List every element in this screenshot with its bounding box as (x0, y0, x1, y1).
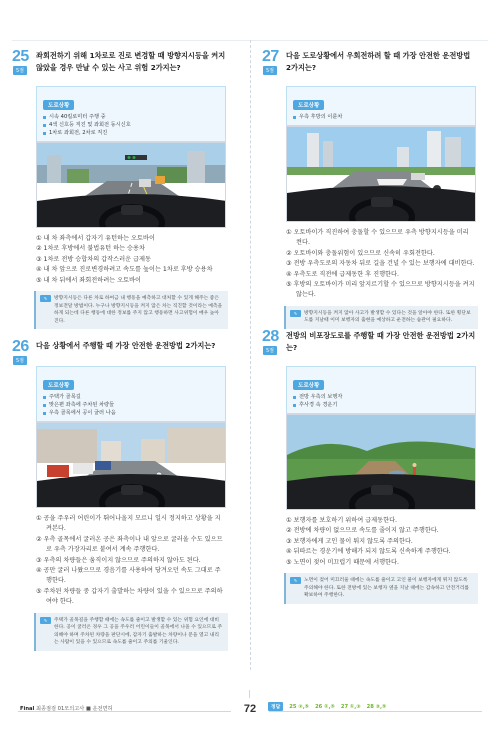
answer-option[interactable]: ⑤ 후방의 오토바이가 미리 앞지르기할 수 있으므로 방향지시등을 켜지 않는다. (286, 281, 475, 299)
situation-item: 우측 골목에서 공이 굴러 나옴 (43, 409, 219, 417)
situation-box (286, 86, 476, 126)
question-title: 다음 도로상황에서 우회전하려 할 때 가장 안전한 운전방법 2가지는? (286, 51, 471, 72)
answer-option[interactable]: ② 1차로 후방에서 불법유턴 하는 승용차 (36, 245, 145, 253)
scene-image (36, 142, 226, 228)
question-header (262, 48, 474, 86)
score-tag: 5점 (13, 356, 27, 365)
situation-item: 우측 후방의 이륜차 (293, 113, 469, 121)
question-number: 27 (262, 48, 279, 65)
explanation-icon: ✎ (40, 617, 51, 624)
explanation-icon: ✎ (40, 295, 51, 302)
page-number-tick (249, 690, 250, 698)
situation-label: 도로상황 (43, 380, 74, 390)
road-scene-illustration (37, 143, 226, 228)
road-scene-illustration (287, 127, 476, 222)
explanation-box (284, 573, 478, 604)
column-divider (250, 40, 251, 670)
answer-option[interactable]: ① 오토바이가 직진하여 충돌할 수 있으므로 우측 방향지시등을 미리 켠다. (286, 229, 469, 247)
explanation-icon: ✎ (290, 310, 301, 317)
answer-option[interactable]: ③ 전방 우측도로의 자동차 뒤로 길을 건널 수 있는 보행자에 대비한다. (286, 260, 475, 268)
question-27 (262, 48, 475, 329)
situation-box (36, 86, 226, 142)
scene-image (286, 126, 476, 222)
answer-option[interactable]: ④ 우측도로 직전에 급제동한 후 진행한다. (286, 270, 399, 278)
question-25 (12, 48, 226, 329)
answer-option[interactable]: ③ 보행자에게 고인 물이 튀지 않도록 주의한다. (286, 537, 413, 545)
explanation-text: 방향지시등을 켜지 않아 사고가 발생할 수 있다는 것을 알아야 한다. 또한 횡단보도를 지날때 이미 보행자의 출현을 예상하고 운전하는 습관이 필요하다. (304, 310, 471, 324)
question-header (12, 48, 226, 86)
question-28 (262, 328, 476, 604)
explanation-text: 방향지시등은 다른 차로 하여금 내 행동을 예측하고 대처할 수 있게 해주는 좋은 정보전달 방법이다. 누구나 방향지시등을 켜지 않은 차는 직진할 것이라는 예측을 하게 되는데 다른 행동에 대한 정보를 주지 않고 행동하면 사고위험이 매우 높아진다. (54, 296, 223, 324)
answer-options (286, 516, 476, 568)
score-tag: 5점 (263, 66, 277, 75)
answer-option[interactable]: ⑤ 주차된 차량들 중 갑자기 출발하는 차량이 있을 수 있으므로 주의하여야 한다. (36, 587, 223, 606)
page-number: 72 (231, 698, 269, 720)
footer-bullet-icon: ■ (85, 706, 91, 712)
question-header (12, 338, 224, 366)
situation-box (286, 366, 476, 414)
answer-option[interactable]: ① 보행자를 보호하기 위하여 급제동한다. (286, 517, 398, 524)
question-title: 다음 상황에서 주행할 때 가장 안전한 운전방법 2가지는? (36, 341, 216, 350)
page-footer (0, 690, 500, 740)
answer-option[interactable]: ⑤ 내 차 뒤에서 좌회전하려는 오토바이 (36, 276, 142, 284)
answer-option[interactable]: ① 내 차 좌측에서 갑자기 유턴하는 오토바이 (36, 235, 155, 242)
explanation-icon: ✎ (290, 577, 301, 584)
road-scene-illustration (37, 423, 226, 508)
question-title: 전방의 비포장도로를 주행할 때 가장 안전한 운전방법 2가지는? (286, 331, 476, 352)
explanation-box (34, 613, 228, 651)
answer-option[interactable]: ② 우측 골목에서 굴러온 공은 좌측이나 내 앞으로 굴러올 수도 있으므로 우측 가장자리로 붙여서 계속 주행한다. (36, 535, 223, 554)
answer-key-item: 28 ③,⑤ (366, 703, 387, 710)
situation-label: 도로상황 (293, 100, 324, 110)
footer-text: 최종점검 01모의고사 (35, 706, 85, 712)
answer-option[interactable]: ② 오토바이와 충돌위험이 있으므로 신속히 우회전한다. (286, 249, 435, 257)
question-26 (12, 338, 224, 651)
situation-item: 맞은편 좌측에 주차된 차량들 (43, 401, 219, 409)
score-tag: 5점 (263, 346, 277, 355)
explanation-text: 노면이 젖어 미끄러울 때에는 속도를 줄이고 고인 물이 보행자에게 튀지 않도록 주의해야 한다. 또한 전방에 있는 보행자 옆을 지날 때에는 감속하고 안전거리를 확보하여 주행한다. (304, 578, 470, 599)
situation-label: 도로상황 (293, 380, 324, 390)
situation-label: 도로상황 (43, 100, 74, 110)
situation-item: 전방 우측의 보행자 (293, 393, 469, 401)
situation-item: 후사경 속 경운기 (293, 401, 469, 409)
scene-image (36, 422, 226, 508)
answer-option[interactable]: ④ 내 차 앞으로 진로변경하려고 속도를 높이는 1차로 후방 승용차 (36, 266, 213, 274)
answer-options (36, 514, 226, 608)
situation-item: 4색 신호등 직진 및 좌회전 동시신호 (43, 121, 219, 129)
answer-option[interactable]: ⑤ 노면이 젖어 미끄럽기 때문에 서행한다. (286, 558, 399, 566)
answer-option[interactable]: ③ 1차로 전방 승합차의 갑작스러운 급제동 (36, 255, 151, 263)
explanation-box (34, 291, 228, 329)
question-number: 26 (12, 338, 29, 355)
road-scene-illustration (287, 415, 476, 510)
answer-options (286, 228, 476, 301)
situation-item: 시속 40킬로미터 주행 중 (43, 113, 219, 121)
situation-box (36, 366, 226, 422)
score-tag: 5점 (13, 66, 27, 75)
footer-left (20, 705, 113, 712)
scene-image (286, 414, 476, 510)
answer-badge: 정답 (268, 702, 283, 711)
situation-item: 주택가 골목길 (43, 393, 219, 401)
footer-brand: Final (20, 706, 35, 712)
answer-key-item: 25 ②,⑤ (289, 703, 310, 710)
question-header (262, 328, 476, 366)
situation-item: 1차로 좌회전, 2차로 직진 (43, 129, 219, 137)
answer-option[interactable]: ④ 공만 굴러 나왔으므로 경음기를 사용하여 당겨오던 속도 그대로 주행한다. (36, 567, 221, 585)
answer-key-item: 27 ①,③ (340, 703, 361, 710)
answer-options (36, 234, 226, 286)
footer-label: 운전면허 (92, 706, 113, 712)
question-number: 25 (12, 48, 29, 65)
answer-option[interactable]: ② 전방에 차량이 없으므로 속도를 줄이지 않고 주행한다. (286, 527, 439, 535)
answer-option[interactable]: ④ 뒤따르는 경운기에 방해가 되지 않도록 신속하게 주행한다. (286, 548, 451, 556)
question-number: 28 (262, 328, 279, 345)
explanation-text: 주택가 골목길을 주행할 때에는 속도를 줄이고 발생할 수 있는 위험 요인에 대비한다. 공이 굴러온 경우 그 공을 주우러 어린이들이 골목에서 나올 수 있으므로 주의해야 하며 주차된 차량을 판단시에, 갑자기 출발하는 차량이나 문을 열고 내리는 사람이 있을 수 있으므로 속도를 줄이고 주의를 기울인다. (54, 617, 223, 646)
answer-option[interactable]: ① 공을 주우러 어린이가 뛰어나올지 모르니 일시 정지하고 상황을 지켜본다. (36, 515, 221, 533)
answer-key-item: 26 ①,⑤ (315, 703, 335, 710)
explanation-box (284, 306, 478, 329)
question-title: 좌회전하기 위해 1차로로 진로 변경할 때 방향지시등을 켜지 않았을 경우 만날 수 있는 사고 위험 2가지는? (36, 51, 226, 72)
answer-option[interactable]: ③ 우측의 차량들은 움직이지 않으므로 주의하지 않아도 된다. (36, 556, 201, 564)
answer-key (268, 702, 386, 711)
